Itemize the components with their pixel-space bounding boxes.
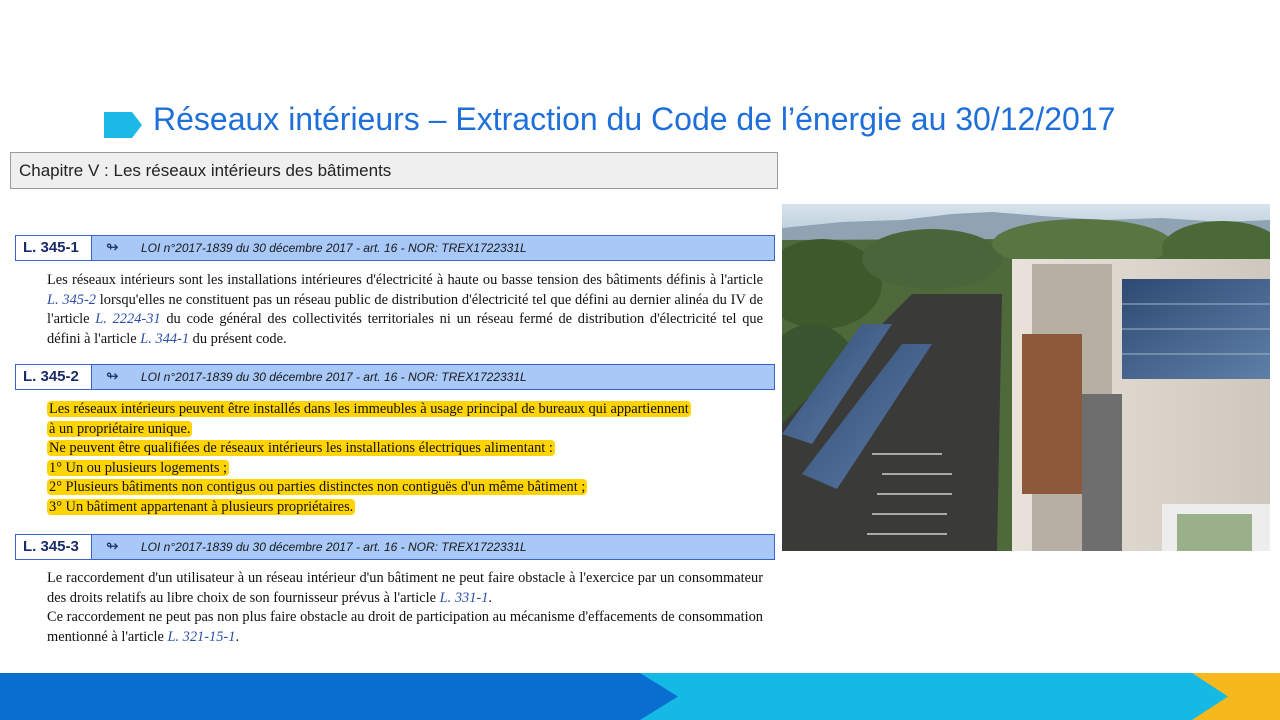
- article-code[interactable]: L. 345-1: [16, 236, 92, 260]
- page-title: Réseaux intérieurs – Extraction du Code de l’énergie au 30/12/2017: [153, 101, 1116, 137]
- article-body-345-1: [47, 271, 763, 349]
- article-code[interactable]: L. 345-2: [16, 365, 92, 389]
- article-text: Ce raccordement ne peut pas non plus faire obstacle au droit de participation au mécanisme d'effacements de consommation mentionné à l'article: [47, 609, 763, 645]
- chapter-heading-text: Chapitre V : Les réseaux intérieurs des bâtiments: [19, 161, 392, 180]
- highlighted-line: à un propriétaire unique.: [49, 420, 191, 437]
- article-reference[interactable]: LOI n°2017-1839 du 30 décembre 2017 - art. 16 - NOR: TREX1722331L: [141, 241, 527, 255]
- article-header-345-2: [15, 364, 775, 390]
- article-text: .: [235, 628, 240, 645]
- article-header-345-3: [15, 534, 775, 560]
- article-link[interactable]: L. 345-2: [47, 291, 96, 308]
- article-body-345-2: [47, 400, 763, 518]
- article-text: Le raccordement d'un utilisateur à un réseau intérieur d'un bâtiment ne peut faire obstacle à l'exercice par un consommateur des droits relatifs au libre choix de son fournisseur prévus à l'article: [47, 570, 763, 606]
- article-reference[interactable]: LOI n°2017-1839 du 30 décembre 2017 - art. 16 - NOR: TREX1722331L: [141, 540, 527, 554]
- title-marker-icon: [104, 112, 142, 138]
- highlighted-line: 3° Un bâtiment appartenant à plusieurs propriétaires.: [49, 498, 354, 515]
- building-solar-photo: [782, 204, 1270, 551]
- article-link[interactable]: L. 2224-31: [95, 311, 161, 328]
- article-body-345-3: [47, 569, 763, 647]
- article-text: .: [488, 589, 493, 606]
- highlighted-line: Les réseaux intérieurs peuvent être installés dans les immeubles à usage principal de bureaux qui appartiennent: [49, 401, 689, 417]
- article-text: lorsqu'elles ne constituent pas un réseau public de distribution d'électricité tel que défini au dernier alinéa du IV de l'article: [47, 291, 763, 328]
- article-link[interactable]: L. 344-1: [140, 330, 190, 347]
- history-arrow-icon[interactable]: ↬: [106, 239, 119, 256]
- article-link[interactable]: L. 331-1: [439, 589, 489, 606]
- highlighted-line: 1° Un ou plusieurs logements ;: [49, 459, 228, 476]
- history-arrow-icon[interactable]: ↬: [106, 538, 119, 555]
- highlighted-line: Ne peuvent être qualifiées de réseaux intérieurs les installations électriques alimentant :: [49, 440, 553, 457]
- highlighted-line: 2° Plusieurs bâtiments non contigus ou parties distinctes non contiguës d'un même bâtiment ;: [49, 479, 586, 496]
- chapter-heading: [10, 152, 778, 189]
- article-header-345-1: [15, 235, 775, 261]
- footer-decorative-bar: [0, 673, 1280, 720]
- article-text: du code général des collectivités territoriales ni un réseau fermé de distribution d'électricité tel que défini à l'article: [47, 311, 764, 347]
- history-arrow-icon[interactable]: ↬: [106, 368, 119, 385]
- article-text: du présent code.: [189, 330, 287, 347]
- article-text: Les réseaux intérieurs sont les installations intérieures d'électricité à haute ou basse tension des bâtiments définis à l'article: [47, 272, 763, 288]
- article-code[interactable]: L. 345-3: [16, 535, 92, 559]
- article-reference[interactable]: LOI n°2017-1839 du 30 décembre 2017 - art. 16 - NOR: TREX1722331L: [141, 370, 527, 384]
- article-link[interactable]: L. 321-15-1: [167, 628, 236, 645]
